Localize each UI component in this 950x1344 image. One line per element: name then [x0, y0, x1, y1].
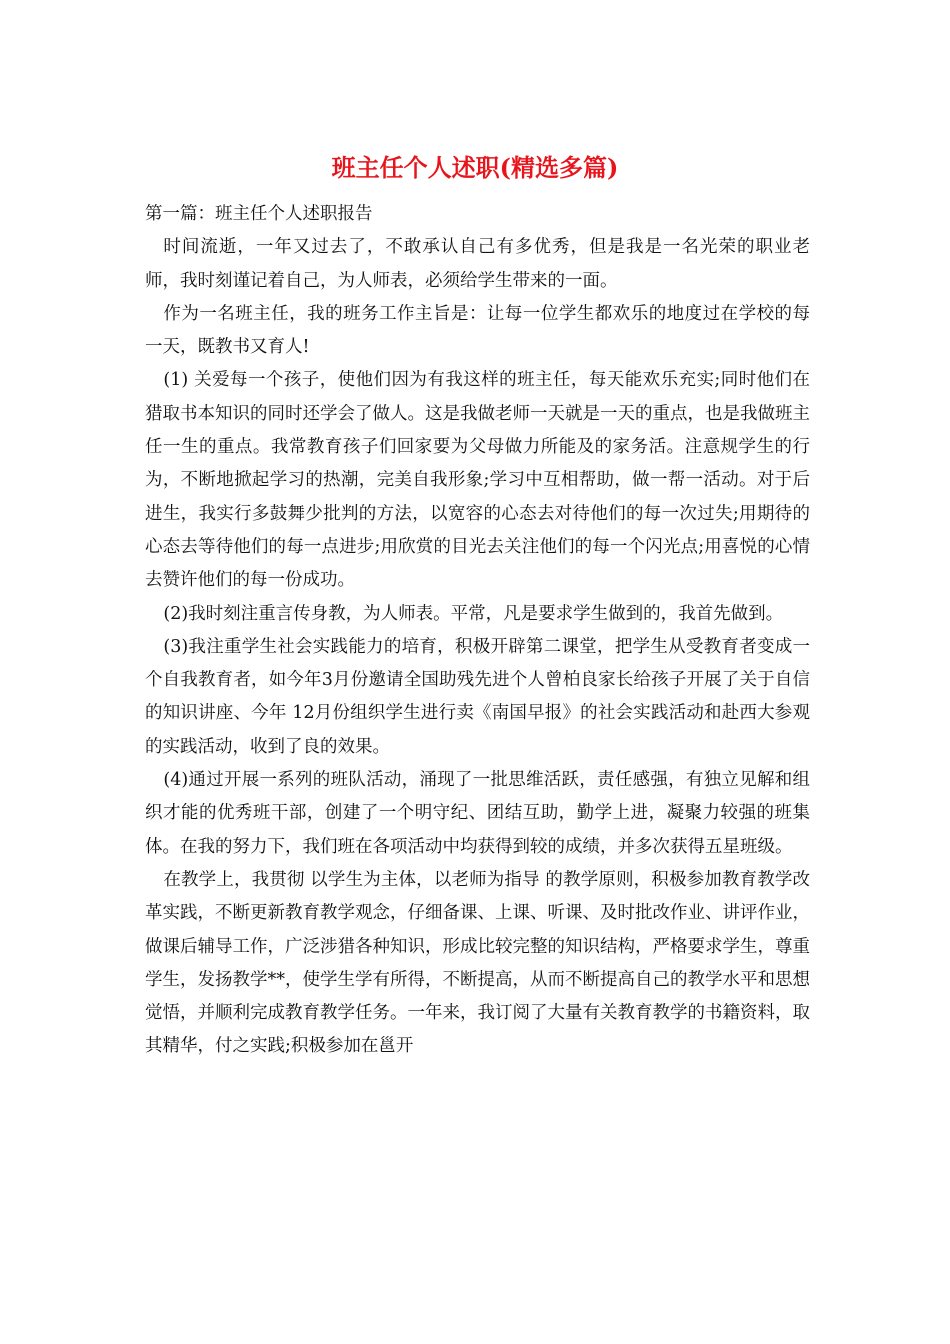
paragraph-4: (2)我时刻注重言传身教，为人师表。平常，凡是要求学生做到的，我首先做到。	[163, 603, 784, 624]
paragraph-6: (4)通过开展一系列的班队活动，涌现了一批思维活跃，责任感强，有独立见解和组织才能的优秀班干部，创建了一个明守纪、团结互助，勤学上进，凝聚力较强的班集体。在我的努力下，我们班在各项活动中均获得到较的成绩，并多次获得五星班级。	[145, 770, 810, 857]
document-body	[145, 198, 810, 1064]
paragraph-5: (3)我注重学生社会实践能力的培育，积极开辟第二课堂，把学生从受教育者变成一个自我教育者，如今年3月份邀请全国助残先进个人曾柏良家长给孩子开展了关于自信的知识讲座、今年 12月份组织学生进行卖《南国早报》的社会实践活动和赴西大参观的实践活动，收到了良的效果。	[145, 636, 810, 757]
paragraph-2: 作为一名班主任，我的班务工作主旨是：让每一位学生都欢乐的地度过在学校的每一天，既教书又育人!	[145, 303, 810, 358]
document-title: 班主任个人述职(精选多篇)	[331, 153, 619, 182]
paragraph-3: (1) 关爱每一个孩子，使他们因为有我这样的班主任，每天能欢乐充实;同时他们在猎取书本知识的同时还学会了做人。这是我做老师一天就是一天的重点，也是我做班主任一生的重点。我常教育孩子们回家要为父母做力所能及的家务活。注意规学生的行为，不断地掀起学习的热潮，完美自我形象;学习中互相帮助，做一帮一活动。对于后进生，我实行多鼓舞少批判的方法，以宽容的心态去对待他们的每一次过失;用期待的心态去等待他们的每一点进步;用欣赏的目光去关注他们的每一个闪光点;用喜悦的心情去赞许他们的每一份成功。	[145, 370, 810, 591]
paragraph-7: 在教学上，我贯彻 以学生为主体，以老师为指导 的教学原则，积极参加教育教学改革实践，不断更新教育教学观念，仔细备课、上课、听课、及时批改作业、讲评作业，做课后辅导工作，广泛涉猎各种知识，形成比较完整的知识结构，严格要求学生，尊重学生，发扬教学**，使学生学有所得，不断提高，从而不断提高自己的教学水平和思想觉悟，并顺利完成教育教学任务。一年来，我订阅了大量有关教育教学的书籍资料，取其精华，付之实践;积极参加在邕开	[145, 869, 810, 1057]
section-heading: 第一篇：班主任个人述职报告	[145, 204, 373, 224]
paragraph-1: 时间流逝，一年又过去了，不敢承认自己有多优秀，但是我是一名光荣的职业老师，我时刻谨记着自己，为人师表，必须给学生带来的一面。	[145, 237, 810, 291]
